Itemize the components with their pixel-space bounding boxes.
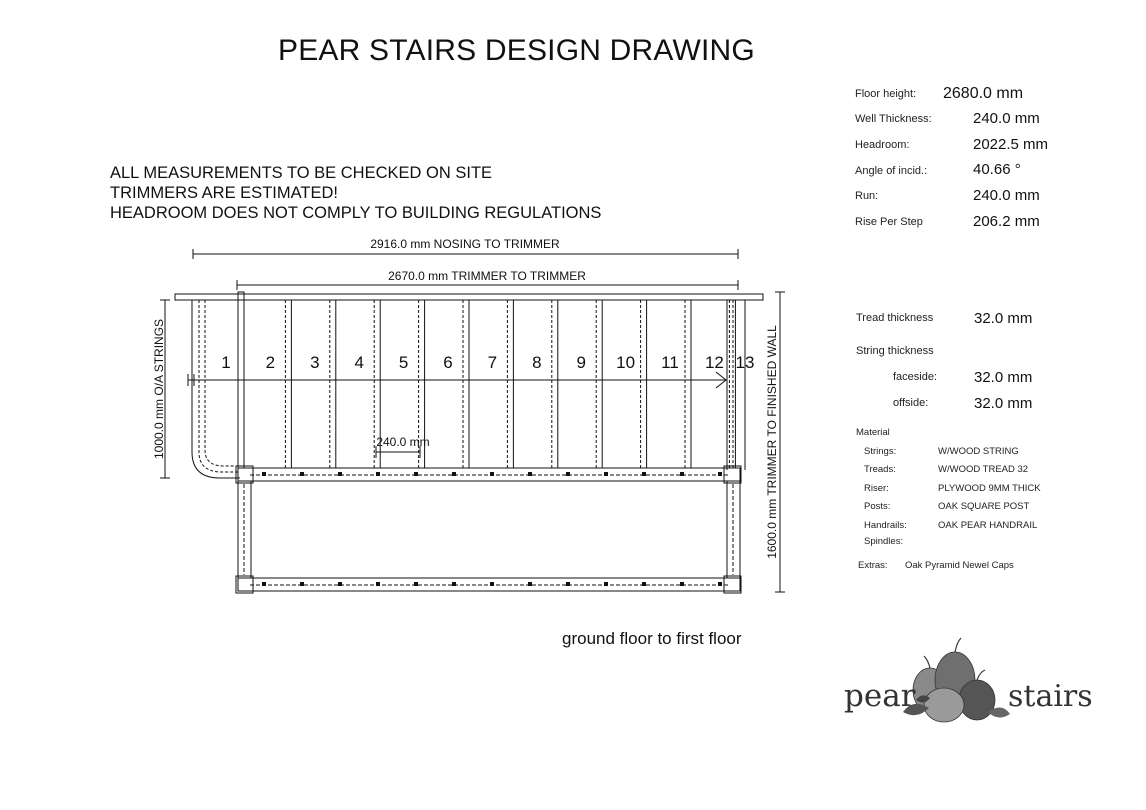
material-label-riser: Riser: [864, 483, 889, 494]
step-number: 11 [661, 353, 679, 372]
spec-value-angle: 40.66 ° [973, 161, 1021, 178]
extras-value: Oak Pyramid Newel Caps [905, 560, 1014, 571]
warning-headroom: HEADROOM DOES NOT COMPLY TO BUILDING REGULATIONS [110, 204, 602, 222]
spindle [642, 472, 646, 476]
spindle [566, 582, 570, 586]
spec-value-run: 240.0 mm [973, 187, 1040, 204]
spindle [376, 582, 380, 586]
material-label-spindles: Spindles: [864, 536, 904, 547]
top-trimmer [175, 294, 763, 300]
caption: ground floor to first floor [562, 629, 742, 648]
material-value-posts: OAK SQUARE POST [938, 501, 1030, 512]
step-number: 4 [354, 353, 364, 372]
spec-label-run: Run: [855, 190, 879, 202]
tread-thickness-value: 32.0 mm [974, 310, 1033, 327]
step-number: 10 [616, 353, 636, 372]
spec-label-well-thickness: Well Thickness: [855, 113, 932, 125]
step-number: 5 [398, 353, 409, 372]
spindle [680, 582, 684, 586]
spindle [338, 582, 342, 586]
spindle [642, 582, 646, 586]
spindle [452, 472, 456, 476]
spec-label-floor-height: Floor height: [855, 88, 917, 100]
spindle [490, 472, 494, 476]
spindle [414, 582, 418, 586]
spindle [680, 472, 684, 476]
oa-strings-label: 1000.0 mm O/A STRINGS [152, 318, 166, 460]
pear-logo-icon [903, 638, 1010, 722]
string-thickness-label: String thickness [856, 345, 934, 357]
logo-text-right: stairs [1008, 679, 1093, 714]
step-number: 7 [487, 353, 498, 372]
material-label-strings: Strings: [864, 446, 897, 457]
spec-label-angle: Angle of incid.: [855, 165, 928, 177]
trimmer-to-wall-label: 1600.0 mm TRIMMER TO FINISHED WALL [765, 325, 779, 559]
material-value-treads: W/WOOD TREAD 32 [938, 464, 1029, 475]
spindle [528, 582, 532, 586]
extras-label: Extras: [858, 560, 888, 571]
nosing-dimension-label: 2916.0 mm NOSING TO TRIMMER [370, 237, 560, 251]
warning-trimmers: TRIMMERS ARE ESTIMATED! [110, 184, 338, 202]
spec-label-headroom: Headroom: [855, 139, 910, 151]
step-number: 8 [532, 353, 542, 372]
logo-text-left: pear [844, 678, 916, 714]
spec-label-rise-per-step: Rise Per Step [855, 216, 923, 228]
faceside-label: faceside: [893, 371, 938, 383]
material-value-strings: W/WOOD STRING [938, 446, 1019, 457]
warning-measurements: ALL MEASUREMENTS TO BE CHECKED ON SITE [110, 164, 493, 182]
step-number: 13 [735, 353, 755, 372]
step-number: 6 [443, 353, 453, 372]
spindle [300, 472, 304, 476]
spindle [376, 472, 380, 476]
step-number: 12 [704, 353, 724, 372]
faceside-value: 32.0 mm [974, 369, 1033, 386]
spindle [718, 472, 722, 476]
material-label-handrails: Handrails: [864, 520, 907, 531]
spec-value-well-thickness: 240.0 mm [973, 110, 1040, 127]
spindle [338, 472, 342, 476]
material-label-posts: Posts: [864, 501, 891, 512]
page-title: PEAR STAIRS DESIGN DRAWING [278, 34, 755, 67]
step-number: 3 [310, 353, 320, 372]
step-number: 9 [576, 353, 586, 372]
spec-value-headroom: 2022.5 mm [973, 136, 1049, 153]
step-number: 2 [265, 353, 276, 372]
material-label-treads: Treads: [864, 464, 896, 475]
spindle [452, 582, 456, 586]
spindle [718, 582, 722, 586]
offside-label: offside: [893, 397, 929, 409]
material-value-riser: PLYWOOD 9MM THICK [938, 483, 1041, 494]
offside-value: 32.0 mm [974, 395, 1033, 412]
going-label: 240.0 mm [376, 435, 430, 449]
step-number: 1 [221, 353, 231, 372]
spindle [414, 472, 418, 476]
spindle [528, 472, 532, 476]
tread-thickness-label: Tread thickness [856, 312, 934, 324]
trimmer-dimension-label: 2670.0 mm TRIMMER TO TRIMMER [388, 269, 586, 283]
spindle [262, 582, 266, 586]
spec-value-floor-height: 2680.0 mm [943, 85, 1024, 102]
spindle [300, 582, 304, 586]
spindle [262, 472, 266, 476]
material-heading: Material [856, 427, 890, 438]
spindle [604, 472, 608, 476]
material-value-handrails: OAK PEAR HANDRAIL [938, 520, 1038, 531]
spindle [490, 582, 494, 586]
spindle [566, 472, 570, 476]
spindle [604, 582, 608, 586]
spec-value-rise-per-step: 206.2 mm [973, 213, 1040, 230]
